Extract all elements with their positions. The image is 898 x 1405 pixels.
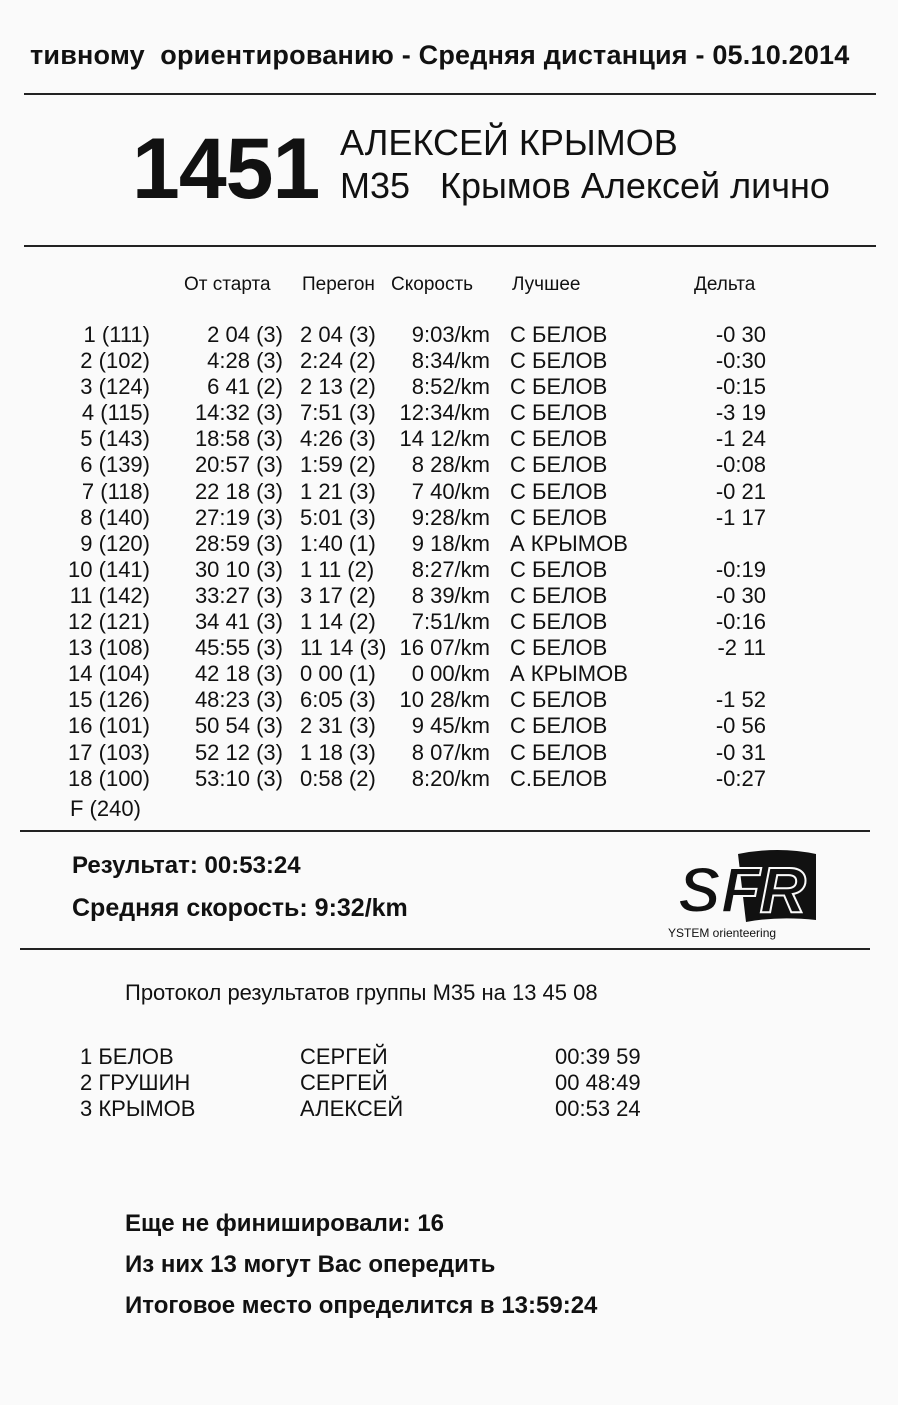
split-delta: -0 31 (715, 739, 766, 765)
result-time: Результат: 00:53:24 (72, 852, 301, 879)
split-row (0, 740, 898, 766)
split-delta: -0:08 (715, 452, 766, 478)
standing-last-name: 3 КРЫМОВ (80, 1096, 196, 1121)
split-best: С БЕЛОВ (510, 322, 608, 347)
split-from-start: 48:23 (3) (194, 687, 283, 713)
split-control: 17 (103) (68, 739, 150, 765)
final-place-message: Итоговое место определится в 13:59:24 (125, 1292, 598, 1319)
split-from-start: 52 12 (3) (194, 739, 283, 765)
split-best: С БЕЛОВ (510, 582, 608, 608)
split-best: С БЕЛОВ (510, 400, 608, 426)
divider (20, 830, 870, 832)
split-speed: 9 45/km (411, 713, 490, 739)
split-control: 13 (108) (68, 635, 150, 661)
split-leg: 2 31 (3) (300, 713, 376, 739)
divider (24, 245, 876, 247)
split-speed: 14 12/km (399, 426, 490, 452)
group-standings (0, 1044, 898, 1122)
split-delta: -0:15 (715, 374, 766, 400)
split-leg: 11 14 (3) (300, 635, 387, 661)
protocol-title: Протокол результатов группы М35 на 13 45 08 (125, 980, 598, 1005)
col-header-leg: Перегон (302, 274, 375, 295)
split-speed: 8:52/km (411, 374, 490, 400)
split-control: 7 (118) (81, 478, 150, 504)
split-best: С БЕЛОВ (510, 556, 608, 582)
split-row (0, 609, 898, 635)
split-control: 8 (140) (80, 504, 150, 530)
runner-description: Крымов Алексей лично (440, 165, 830, 206)
split-best: С БЕЛОВ (510, 374, 608, 400)
split-speed: 9:28/km (411, 504, 490, 530)
split-row (0, 583, 898, 609)
sfr-logo (668, 840, 828, 940)
split-leg: 2 04 (3) (300, 322, 376, 347)
split-control: 15 (126) (68, 687, 150, 713)
split-from-start: 20:57 (3) (194, 452, 283, 478)
split-from-start: 4:28 (3) (207, 348, 283, 374)
split-speed: 7 40/km (411, 478, 490, 504)
split-speed: 8 07/km (411, 739, 490, 765)
split-leg: 1 14 (2) (300, 609, 376, 635)
split-best: С БЕЛОВ (510, 687, 608, 713)
split-control: 3 (124) (80, 374, 150, 400)
split-control: 11 (142) (69, 582, 150, 608)
split-control: 12 (121) (68, 609, 150, 635)
group-code: М35 (340, 165, 411, 206)
split-from-start: 28:59 (3) (194, 530, 283, 556)
split-best: С БЕЛОВ (510, 504, 608, 530)
standing-first-name: СЕРГЕЙ (300, 1044, 388, 1069)
split-leg: 0 00 (1) (300, 661, 376, 687)
split-speed: 8 39/km (411, 582, 490, 608)
split-delta: -1 24 (715, 426, 766, 452)
standing-time: 00:39 59 (555, 1044, 641, 1069)
split-speed: 10 28/km (399, 687, 490, 713)
split-control: 10 (141) (68, 556, 150, 582)
split-from-start: 6 41 (2) (207, 374, 283, 400)
split-delta: -0:16 (715, 609, 766, 635)
split-row (0, 426, 898, 452)
split-speed: 9:03/km (411, 322, 490, 347)
split-control: 9 (120) (80, 530, 150, 556)
col-header-from-start: От старта (184, 274, 271, 295)
standing-row (0, 1070, 898, 1096)
split-row (0, 479, 898, 505)
split-delta: -1 52 (715, 687, 766, 713)
split-best: С БЕЛОВ (510, 426, 608, 452)
split-speed: 8:27/km (411, 556, 490, 582)
split-row (0, 374, 898, 400)
split-from-start: 45:55 (3) (194, 635, 283, 661)
split-delta: -0 21 (715, 478, 766, 504)
split-from-start: 2 04 (3) (207, 322, 283, 347)
standing-time: 00 48:49 (555, 1070, 641, 1095)
split-speed: 0 00/km (411, 661, 490, 687)
split-control: 5 (143) (80, 426, 150, 452)
standing-last-name: 2 ГРУШИН (80, 1070, 191, 1095)
standing-row (0, 1044, 898, 1070)
col-header-best: Лучшее (512, 274, 581, 295)
split-leg: 5:01 (3) (300, 504, 376, 530)
split-row (0, 400, 898, 426)
split-best: С БЕЛОВ (510, 739, 608, 765)
split-row (0, 557, 898, 583)
split-best: С.БЕЛОВ (510, 765, 608, 791)
split-best: С БЕЛОВ (510, 635, 608, 661)
split-speed: 8:20/km (411, 765, 490, 791)
split-speed: 9 18/km (411, 530, 490, 556)
split-control: 2 (102) (80, 348, 150, 374)
finish-control: F (240) (70, 796, 141, 821)
split-control: 4 (115) (81, 400, 150, 426)
col-header-speed: Скорость (391, 274, 474, 295)
split-control: 6 (139) (80, 452, 150, 478)
split-from-start: 53:10 (3) (194, 765, 283, 791)
split-best: А КРЫМОВ (510, 530, 628, 556)
split-from-start: 34 41 (3) (194, 609, 283, 635)
split-speed: 8:34/km (411, 348, 490, 374)
split-delta: -0:30 (715, 348, 766, 374)
split-speed: 12:34/km (399, 400, 490, 426)
split-row (0, 713, 898, 739)
logo-text: SFR (678, 854, 806, 926)
split-row (0, 348, 898, 374)
split-leg: 7:51 (3) (300, 400, 376, 426)
split-leg: 2 13 (2) (300, 374, 376, 400)
split-leg: 3 17 (2) (300, 582, 376, 608)
split-row (0, 766, 898, 792)
divider (24, 93, 876, 95)
split-from-start: 22 18 (3) (194, 478, 283, 504)
split-from-start: 18:58 (3) (194, 426, 283, 452)
split-delta: -1 17 (715, 504, 766, 530)
split-control: 18 (100) (68, 765, 150, 791)
split-best: С БЕЛОВ (510, 478, 608, 504)
split-delta: -2 11 (717, 635, 766, 661)
split-row (0, 452, 898, 478)
split-from-start: 30 10 (3) (194, 556, 283, 582)
split-best: С БЕЛОВ (510, 609, 608, 635)
split-speed: 8 28/km (411, 452, 490, 478)
split-from-start: 14:32 (3) (194, 400, 283, 426)
bib-number: 1451 (132, 121, 320, 217)
standing-last-name: 1 БЕЛОВ (80, 1044, 174, 1069)
standing-first-name: СЕРГЕЙ (300, 1070, 388, 1095)
standing-first-name: АЛЕКСЕЙ (300, 1096, 404, 1121)
split-best: С БЕЛОВ (510, 452, 608, 478)
event-title: тивному ориентированию - Средняя дистанция - 05.10.2014 (30, 40, 850, 70)
split-from-start: 33:27 (3) (194, 582, 283, 608)
split-delta: -0 56 (715, 713, 766, 739)
standing-time: 00:53 24 (555, 1096, 641, 1121)
split-best: А КРЫМОВ (510, 661, 628, 687)
split-leg: 1:59 (2) (300, 452, 376, 478)
split-speed: 7:51/km (411, 609, 490, 635)
can-overtake-message: Из них 13 могут Вас опередить (125, 1251, 496, 1278)
split-best: С БЕЛОВ (510, 348, 608, 374)
split-leg: 1 18 (3) (300, 739, 376, 765)
split-row (0, 322, 898, 348)
standing-row (0, 1096, 898, 1122)
split-delta: -0 30 (715, 322, 766, 347)
split-row (0, 531, 898, 557)
split-delta: -3 19 (715, 400, 766, 426)
split-delta: -0 30 (715, 582, 766, 608)
splits-table (0, 322, 898, 792)
split-from-start: 42 18 (3) (194, 661, 283, 687)
split-leg: 1 11 (2) (300, 556, 375, 582)
split-leg: 2:24 (2) (300, 348, 376, 374)
split-leg: 4:26 (3) (300, 426, 376, 452)
logo-subtext: SYSTEM orienteering (668, 926, 777, 940)
split-from-start: 50 54 (3) (194, 713, 283, 739)
split-control: 14 (104) (68, 661, 150, 687)
split-row (0, 505, 898, 531)
split-leg: 0:58 (2) (300, 765, 376, 791)
not-finished-message: Еще не финишировали: 16 (125, 1210, 445, 1237)
split-leg: 1:40 (1) (300, 530, 376, 556)
runner-name: АЛЕКСЕЙ КРЫМОВ (340, 122, 678, 163)
split-delta: -0:19 (715, 556, 766, 582)
split-row (0, 635, 898, 661)
split-row (0, 687, 898, 713)
split-best: С БЕЛОВ (510, 713, 608, 739)
runner-group (340, 165, 830, 207)
divider (20, 948, 870, 950)
split-leg: 1 21 (3) (300, 478, 376, 504)
split-delta: -0:27 (715, 765, 766, 791)
average-speed: Средняя скорость: 9:32/km (72, 894, 408, 922)
sfr-logo-graphic (668, 840, 828, 940)
split-control: 1 (111) (83, 322, 150, 347)
split-from-start: 27:19 (3) (194, 504, 283, 530)
split-leg: 6:05 (3) (300, 687, 376, 713)
col-header-delta: Дельта (694, 274, 756, 295)
split-control: 16 (101) (68, 713, 150, 739)
split-row (0, 661, 898, 687)
split-speed: 16 07/km (399, 635, 490, 661)
